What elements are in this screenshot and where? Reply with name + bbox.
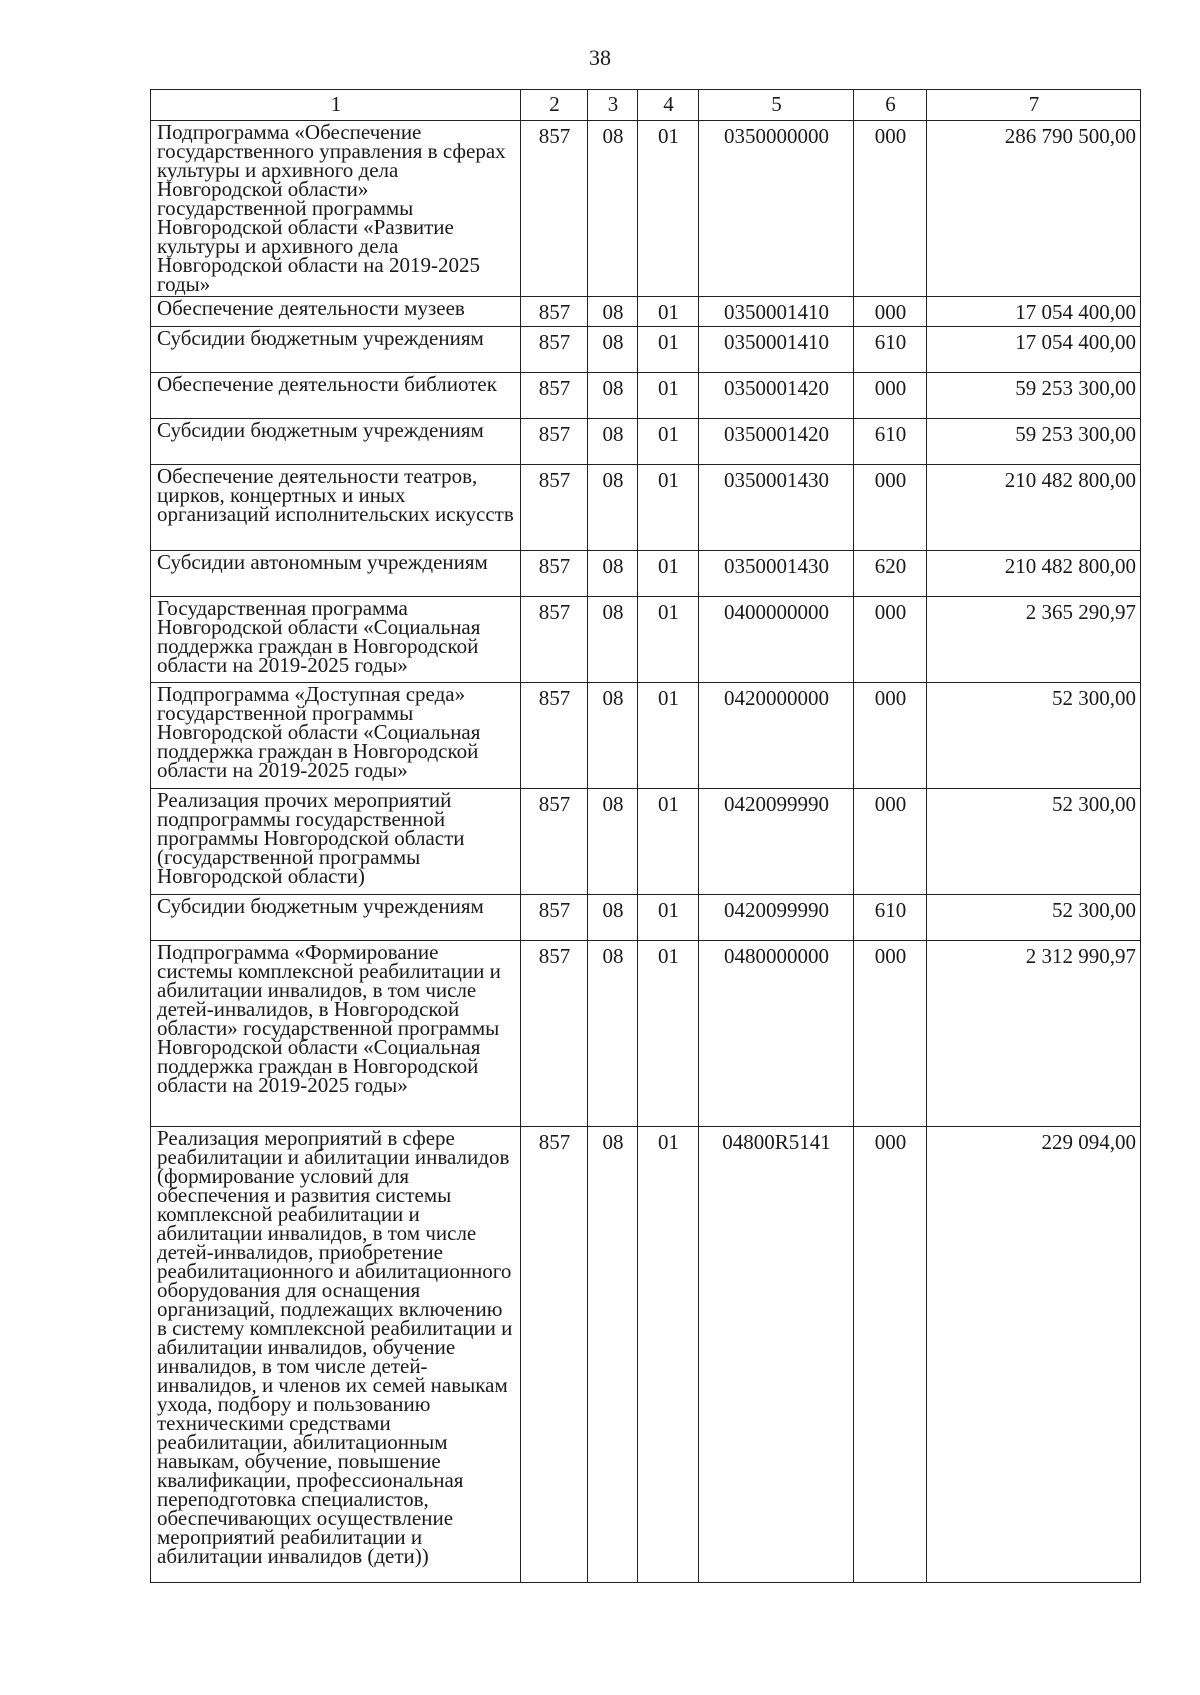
- row-code-3: 08: [588, 327, 638, 373]
- row-code-6: 610: [854, 419, 927, 465]
- row-code-6: 000: [854, 373, 927, 419]
- row-code-2: 857: [521, 327, 588, 373]
- row-name: Реализация мероприятий в сфере реабилитации и абилитации инвалидов (формирование условий для обеспечения и развития системы комплексной реабилитации и абилитации инвалидов, в том числе детей-инвалидов, приобретение реабилитационного и абилитационного оборудования для оснащения организаций, подлежащих включению в систему комплексной реабилитации и абилитации инвалидов, обучение инвалидов, в том числе детей-инвалидов, и членов их семей навыкам ухода, подбору и пользованию техническими средствами реабилитации, абилитационным навыкам, обучение, повышение квалификации, профессиональная переподготовка специалистов, обеспечивающих осуществление мероприятий реабилитации и абилитации инвалидов (дети)): [151, 1127, 521, 1583]
- row-code-2: 857: [521, 789, 588, 895]
- row-name: Подпрограмма «Формирование системы комплексной реабилитации и абилитации инвалидов, в том числе детей-инвалидов, в Новгородской области» государственной программы Новгородской области «Социальная поддержка граждан в Новгородской области на 2019-2025 годы»: [151, 941, 521, 1127]
- table-row: [151, 121, 1141, 297]
- row-code-6: 000: [854, 1127, 927, 1583]
- table-row: [151, 297, 1141, 327]
- table-row: [151, 419, 1141, 465]
- row-code-4: 01: [638, 419, 699, 465]
- row-amount: 2 312 990,97: [927, 941, 1141, 1127]
- row-amount: 59 253 300,00: [927, 373, 1141, 419]
- row-code-5: 04800R5141: [699, 1127, 854, 1583]
- row-code-6: 000: [854, 789, 927, 895]
- row-code-3: 08: [588, 895, 638, 941]
- row-name: Обеспечение деятельности театров, цирков, концертных и иных организаций исполнительских искусств: [151, 465, 521, 551]
- row-code-4: 01: [638, 465, 699, 551]
- row-code-4: 01: [638, 789, 699, 895]
- row-code-2: 857: [521, 941, 588, 1127]
- row-code-5: 0480000000: [699, 941, 854, 1127]
- row-name: Обеспечение деятельности музеев: [151, 297, 521, 327]
- row-code-3: 08: [588, 1127, 638, 1583]
- row-code-2: 857: [521, 895, 588, 941]
- row-code-5: 0350001430: [699, 465, 854, 551]
- column-header-7: 7: [927, 90, 1141, 121]
- row-amount: 210 482 800,00: [927, 465, 1141, 551]
- row-code-4: 01: [638, 683, 699, 789]
- row-amount: 52 300,00: [927, 683, 1141, 789]
- row-code-3: 08: [588, 297, 638, 327]
- row-code-5: 0350001410: [699, 297, 854, 327]
- row-amount: 229 094,00: [927, 1127, 1141, 1583]
- row-code-2: 857: [521, 121, 588, 297]
- row-code-5: 0350001430: [699, 551, 854, 597]
- row-code-4: 01: [638, 941, 699, 1127]
- table-header-row: [151, 90, 1141, 121]
- row-code-2: 857: [521, 419, 588, 465]
- row-code-2: 857: [521, 373, 588, 419]
- row-name: Субсидии бюджетным учреждениям: [151, 327, 521, 373]
- row-code-4: 01: [638, 1127, 699, 1583]
- row-code-4: 01: [638, 373, 699, 419]
- row-code-6: 000: [854, 941, 927, 1127]
- row-code-5: 0350001420: [699, 373, 854, 419]
- row-code-2: 857: [521, 551, 588, 597]
- row-code-3: 08: [588, 789, 638, 895]
- row-name: Субсидии автономным учреждениям: [151, 551, 521, 597]
- table-row: [151, 327, 1141, 373]
- row-code-4: 01: [638, 551, 699, 597]
- row-code-6: 000: [854, 597, 927, 683]
- row-amount: 210 482 800,00: [927, 551, 1141, 597]
- row-code-4: 01: [638, 121, 699, 297]
- row-code-3: 08: [588, 419, 638, 465]
- row-name: Подпрограмма «Доступная среда» государственной программы Новгородской области «Социальная поддержка граждан в Новгородской области на 2019-2025 годы»: [151, 683, 521, 789]
- column-header-4: 4: [638, 90, 699, 121]
- table-row: [151, 789, 1141, 895]
- row-amount: 59 253 300,00: [927, 419, 1141, 465]
- row-code-3: 08: [588, 373, 638, 419]
- row-code-4: 01: [638, 297, 699, 327]
- row-code-5: 0350001410: [699, 327, 854, 373]
- row-code-4: 01: [638, 895, 699, 941]
- row-amount: 17 054 400,00: [927, 297, 1141, 327]
- row-name: Субсидии бюджетным учреждениям: [151, 895, 521, 941]
- row-amount: 52 300,00: [927, 789, 1141, 895]
- row-code-4: 01: [638, 327, 699, 373]
- row-code-5: 0420000000: [699, 683, 854, 789]
- budget-table: [150, 89, 1141, 1583]
- row-amount: 52 300,00: [927, 895, 1141, 941]
- table-row: [151, 683, 1141, 789]
- row-name: Субсидии бюджетным учреждениям: [151, 419, 521, 465]
- table-row: [151, 895, 1141, 941]
- row-code-3: 08: [588, 551, 638, 597]
- row-code-5: 0420099990: [699, 789, 854, 895]
- row-code-5: 0350000000: [699, 121, 854, 297]
- table-row: [151, 597, 1141, 683]
- row-amount: 286 790 500,00: [927, 121, 1141, 297]
- row-code-2: 857: [521, 597, 588, 683]
- table-row: [151, 465, 1141, 551]
- row-code-6: 000: [854, 121, 927, 297]
- table-row: [151, 941, 1141, 1127]
- row-code-3: 08: [588, 683, 638, 789]
- column-header-1: 1: [151, 90, 521, 121]
- row-code-3: 08: [588, 941, 638, 1127]
- row-code-3: 08: [588, 121, 638, 297]
- row-amount: 2 365 290,97: [927, 597, 1141, 683]
- row-code-6: 610: [854, 327, 927, 373]
- column-header-6: 6: [854, 90, 927, 121]
- row-code-6: 000: [854, 297, 927, 327]
- row-code-2: 857: [521, 683, 588, 789]
- row-code-3: 08: [588, 465, 638, 551]
- row-code-2: 857: [521, 465, 588, 551]
- column-header-5: 5: [699, 90, 854, 121]
- row-code-2: 857: [521, 297, 588, 327]
- row-name: Обеспечение деятельности библиотек: [151, 373, 521, 419]
- column-header-3: 3: [588, 90, 638, 121]
- row-code-3: 08: [588, 597, 638, 683]
- column-header-2: 2: [521, 90, 588, 121]
- row-code-6: 620: [854, 551, 927, 597]
- page-number: 38: [589, 45, 611, 70]
- row-code-6: 000: [854, 683, 927, 789]
- row-code-5: 0350001420: [699, 419, 854, 465]
- table-row: [151, 551, 1141, 597]
- row-code-5: 0400000000: [699, 597, 854, 683]
- row-code-6: 000: [854, 465, 927, 551]
- row-code-6: 610: [854, 895, 927, 941]
- row-name: Реализация прочих мероприятий подпрограммы государственной программы Новгородской области (государственной программы Новгородской области): [151, 789, 521, 895]
- row-name: Подпрограмма «Обеспечение государственного управления в сферах культуры и архивного дела Новгородской области» государственной программы Новгородской области «Развитие культуры и архивного дела Новгородской области на 2019-2025 годы»: [151, 121, 521, 297]
- table-row: [151, 373, 1141, 419]
- row-amount: 17 054 400,00: [927, 327, 1141, 373]
- row-name: Государственная программа Новгородской области «Социальная поддержка граждан в Новгородской области на 2019-2025 годы»: [151, 597, 521, 683]
- row-code-2: 857: [521, 1127, 588, 1583]
- row-code-4: 01: [638, 597, 699, 683]
- table-row: [151, 1127, 1141, 1583]
- row-code-5: 0420099990: [699, 895, 854, 941]
